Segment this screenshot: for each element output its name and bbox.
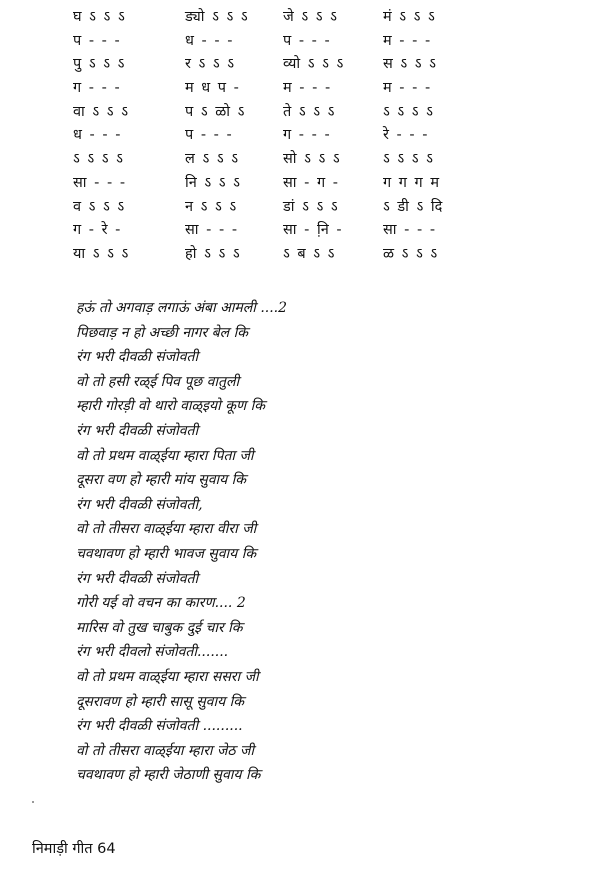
notation-cell: म - - - (383, 32, 432, 49)
notation-cell: ळ ऽ ऽ ऽ (383, 245, 439, 262)
notation-cell: न ऽ ऽ ऽ (185, 198, 238, 215)
lyric-line: पिछवाड़ न हो अच्छी नागर बेल कि (76, 324, 248, 341)
notation-cell: सो ऽ ऽ ऽ (283, 151, 342, 168)
notation-cell: ऽ ऽ ऽ ऽ (383, 151, 435, 168)
notation-cell: ऽ डी ऽ दि (383, 198, 444, 215)
notation-cell: नि ऽ ऽ ऽ (185, 174, 242, 191)
notation-cell: ते ऽ ऽ ऽ (283, 103, 336, 120)
lyric-line: गोरी यई वो वचन का कारण.... 2 (76, 595, 246, 612)
page-footer: निमाड़ी गीत 64 (32, 841, 116, 857)
lyric-line: दूसरा वण हो म्हारी मांय सुवाय कि (76, 472, 247, 489)
notation-cell: हो ऽ ऽ ऽ (185, 245, 242, 262)
notation-row (0, 196, 600, 220)
notation-cell: प - - - (283, 32, 332, 49)
notation-cell: ऽ ब ऽ ऽ (283, 245, 336, 262)
notation-row (0, 148, 600, 172)
notation-row (0, 219, 600, 243)
notation-cell: ग - रे - (73, 222, 122, 239)
notation-cell: ऽ ऽ ऽ ऽ (73, 151, 125, 168)
notation-cell: रे - - - (383, 127, 429, 144)
notation-cell: डां ऽ ऽ ऽ (283, 198, 340, 215)
notation-cell: ऽ ऽ ऽ ऽ (383, 103, 435, 120)
lyric-line: वो तो तीसरा वाळ्ईया म्हारा जेठ जी (76, 742, 254, 759)
lyric-line: रंग भरी दीवळी संजोवती (76, 570, 199, 587)
notation-cell: व ऽ ऽ ऽ (73, 198, 126, 215)
lyric-line: वो तो हसी रळ्ई पिव पूछ वातुली (76, 373, 240, 390)
notation-row (0, 243, 600, 267)
notation-row (0, 53, 600, 77)
page-speck (32, 801, 34, 803)
notation-cell: प - - - (73, 32, 122, 49)
notation-row (0, 172, 600, 196)
lyric-line: रंग भरी दीवळी संजोवती (76, 422, 199, 439)
notation-cell: सा - नि़ - (283, 222, 344, 239)
lyric-line: हऊं तो अगवाड़ लगाऊं अंबा आमली ....2 (76, 300, 288, 316)
notation-row (0, 101, 600, 125)
notation-cell: म - - - (383, 80, 432, 97)
notation-cell: जे ऽ ऽ ऽ (283, 9, 339, 25)
notation-cell: मं ऽ ऽ ऽ (383, 9, 437, 25)
lyric-line: वो तो प्रथम वाळ्ईया म्हारा ससरा जी (76, 668, 259, 685)
song-lyrics (76, 296, 556, 788)
notation-row (0, 6, 600, 30)
swar-notation-table (0, 6, 600, 267)
lyric-line: रंग भरी दीवळी संजोवती, (76, 496, 203, 513)
notation-cell: ध - - - (185, 32, 234, 49)
notation-row (0, 124, 600, 148)
notation-cell: ल ऽ ऽ ऽ (185, 151, 240, 168)
notation-row (0, 77, 600, 101)
notation-cell: म ध प - (185, 80, 241, 97)
lyric-line: म्हारी गोरड़ी वो थारो वाळ्इयो कूण कि (76, 398, 265, 415)
notation-cell: पु ऽ ऽ ऽ (73, 56, 126, 73)
notation-cell: र ऽ ऽ ऽ (185, 56, 236, 73)
notation-cell: प ऽ ळो ऽ (185, 103, 246, 120)
lyric-line: चवथावण हो म्हारी भावज सुवाय कि (76, 545, 257, 562)
notation-cell: वा ऽ ऽ ऽ (73, 103, 130, 120)
notation-cell: स ऽ ऽ ऽ (383, 56, 438, 73)
notation-cell: सा - - - (185, 222, 239, 239)
notation-cell: या ऽ ऽ ऽ (73, 245, 130, 262)
notation-cell: सा - - - (73, 174, 127, 191)
lyric-line: वो तो प्रथम वाळ्ईया म्हारा पिता जी (76, 447, 254, 464)
lyric-line: रंग भरी दीवलो संजोवती....... (76, 644, 229, 661)
notation-cell: ग ग ग म (383, 174, 441, 191)
notation-cell: ड्यो ऽ ऽ ऽ (185, 9, 250, 25)
lyric-line: मारिस वो तुख चाबुक दुई चार कि (76, 619, 243, 636)
notation-cell: ध - - - (73, 127, 122, 144)
notation-cell: ग - - - (73, 80, 122, 97)
notation-cell: व्यो ऽ ऽ ऽ (283, 56, 345, 73)
notation-cell: घ ऽ ऽ ऽ (73, 9, 127, 25)
notation-row (0, 30, 600, 54)
lyric-line: दूसरावण हो म्हारी सासू सुवाय कि (76, 693, 245, 710)
lyric-line: चवथावण हो म्हारी जेठाणी सुवाय कि (76, 767, 261, 784)
lyric-line: रंग भरी दीवळी संजोवती ......... (76, 718, 243, 735)
notation-cell: ग - - - (283, 127, 332, 144)
lyric-line: रंग भरी दीवळी संजोवती (76, 349, 199, 366)
notation-cell: प - - - (185, 127, 234, 144)
lyric-line: वो तो तीसरा वाळ्ईया म्हारा वीरा जी (76, 521, 257, 538)
notation-cell: म - - - (283, 80, 332, 97)
notation-cell: सा - - - (383, 222, 437, 239)
notation-cell: सा - ग - (283, 174, 340, 191)
